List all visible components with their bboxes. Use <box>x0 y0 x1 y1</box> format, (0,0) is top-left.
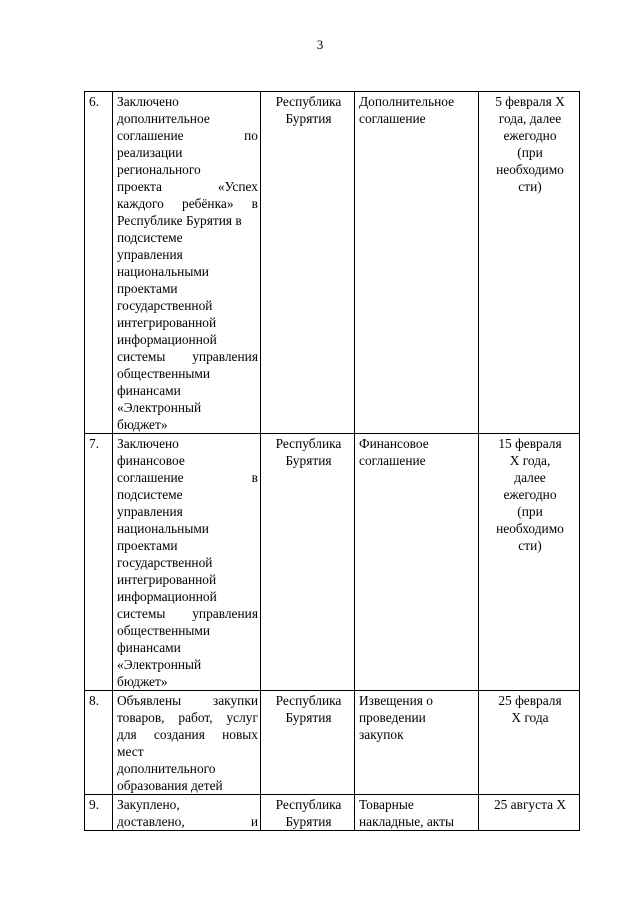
row-number-cell <box>85 92 113 434</box>
table-row <box>85 434 580 691</box>
event-cell <box>113 434 261 691</box>
deadline-text-line: ежегодно <box>503 487 557 502</box>
document-cell <box>355 795 479 831</box>
event-text-line: финансами <box>117 640 181 655</box>
event-text-line: дополнительное <box>117 111 210 126</box>
document-text-line: проведении <box>359 710 426 725</box>
event-text-line: Закуплено, <box>117 797 180 812</box>
deadline-text-line: года, далее <box>498 111 562 126</box>
event-text-line: Республике Бурятия в <box>117 213 242 228</box>
responsible-text-line: Республика <box>275 693 342 708</box>
event-text-line: интегрированной <box>117 315 217 330</box>
event-text-line: государственной <box>117 555 213 570</box>
event-text-line: соглашение по <box>117 128 258 143</box>
row-number-cell <box>85 795 113 831</box>
event-text-line: бюджет» <box>117 674 168 689</box>
responsible-text-line: Бурятия <box>285 710 332 725</box>
event-text-line: подсистеме <box>117 230 183 245</box>
event-text-line: проектами <box>117 281 178 296</box>
event-text-line: «Электронный <box>117 400 202 415</box>
event-text-line: дополнительного <box>117 761 216 776</box>
document-cell <box>355 434 479 691</box>
deadline-cell <box>479 795 580 831</box>
event-text-line: товаров, работ, услуг <box>117 710 258 725</box>
row-number: 7. <box>89 436 100 451</box>
responsible-cell <box>261 434 355 691</box>
deadline-text-line: ежегодно <box>503 128 557 143</box>
responsible-text-line: Республика <box>275 436 342 451</box>
deadline-text-line: 25 августа X <box>493 797 567 812</box>
document-cell <box>355 691 479 795</box>
responsible-cell <box>261 795 355 831</box>
event-text-line: для создания новых <box>117 727 258 742</box>
deadline-text-line: 25 февраля <box>498 693 562 708</box>
event-text-line: бюджет» <box>117 417 168 432</box>
responsible-text-line: Бурятия <box>285 111 332 126</box>
event-text-line: управления <box>117 247 183 262</box>
deadline-text-line: 5 февраля X <box>495 94 565 109</box>
responsible-text-line: Бурятия <box>285 453 332 468</box>
deadline-text-line: (при <box>517 504 543 519</box>
row-number-cell <box>85 434 113 691</box>
deadline-cell <box>479 691 580 795</box>
responsible-cell <box>261 92 355 434</box>
document-text-line: Товарные <box>359 797 414 812</box>
event-text-line: информационной <box>117 589 217 604</box>
event-text-line: образования детей <box>117 778 223 793</box>
event-text-line: проекта «Успех <box>117 179 258 194</box>
event-text-line: мест <box>117 744 144 759</box>
event-text-line: финансовое <box>117 453 185 468</box>
event-text-line: соглашение в <box>117 470 258 485</box>
responsible-text-line: Республика <box>275 797 342 812</box>
document-text-line: соглашение <box>359 453 426 468</box>
event-cell <box>113 691 261 795</box>
deadline-text-line: необходимо <box>496 162 564 177</box>
page-number: 3 <box>316 37 324 52</box>
row-number: 8. <box>89 693 100 708</box>
event-cell <box>113 92 261 434</box>
deadline-text-line: сти) <box>518 179 542 194</box>
deadline-text-line: X года <box>511 710 549 725</box>
table-body <box>85 92 580 831</box>
event-text-line: управления <box>117 504 183 519</box>
document-text-line: накладные, акты <box>359 814 454 829</box>
event-text-line: «Электронный <box>117 657 202 672</box>
document-text-line: Дополнительное <box>359 94 455 109</box>
table-row <box>85 691 580 795</box>
document-text-line: закупок <box>359 727 404 742</box>
event-text-line: интегрированной <box>117 572 217 587</box>
event-text-line: доставлено, и <box>117 814 258 829</box>
responsible-text-line: Бурятия <box>285 814 332 829</box>
row-number: 6. <box>89 94 100 109</box>
event-text-line: регионального <box>117 162 201 177</box>
event-text-line: национальными <box>117 521 209 536</box>
event-text-line: проектами <box>117 538 178 553</box>
event-text-line: системы управления <box>117 606 258 621</box>
row-number: 9. <box>89 797 100 812</box>
event-text-line: Объявлены закупки <box>117 693 258 708</box>
document-text-line: соглашение <box>359 111 426 126</box>
table-row <box>85 92 580 434</box>
event-text-line: системы управления <box>117 349 258 364</box>
event-cell <box>113 795 261 831</box>
document-text-line: Финансовое <box>359 436 429 451</box>
deadline-text-line: необходимо <box>496 521 564 536</box>
deadline-text-line: X года, <box>509 453 551 468</box>
event-text-line: национальными <box>117 264 209 279</box>
deadline-cell <box>479 92 580 434</box>
responsible-cell <box>261 691 355 795</box>
event-text-line: каждого ребёнка» в <box>117 196 258 211</box>
deadline-text-line: далее <box>514 470 546 485</box>
event-text-line: информационной <box>117 332 217 347</box>
event-text-line: реализации <box>117 145 183 160</box>
document-cell <box>355 92 479 434</box>
event-text-line: Заключено <box>117 94 179 109</box>
table-row <box>85 795 580 831</box>
event-text-line: финансами <box>117 383 181 398</box>
deadline-text-line: (при <box>517 145 543 160</box>
event-text-line: общественными <box>117 366 211 381</box>
responsible-text-line: Республика <box>275 94 342 109</box>
event-text-line: государственной <box>117 298 213 313</box>
event-text-line: Заключено <box>117 436 179 451</box>
event-text-line: подсистеме <box>117 487 183 502</box>
deadline-text-line: 15 февраля <box>498 436 562 451</box>
row-number-cell <box>85 691 113 795</box>
deadline-text-line: сти) <box>518 538 542 553</box>
event-text-line: общественными <box>117 623 211 638</box>
document-text-line: Извещения о <box>359 693 433 708</box>
plan-table <box>84 91 580 831</box>
deadline-cell <box>479 434 580 691</box>
